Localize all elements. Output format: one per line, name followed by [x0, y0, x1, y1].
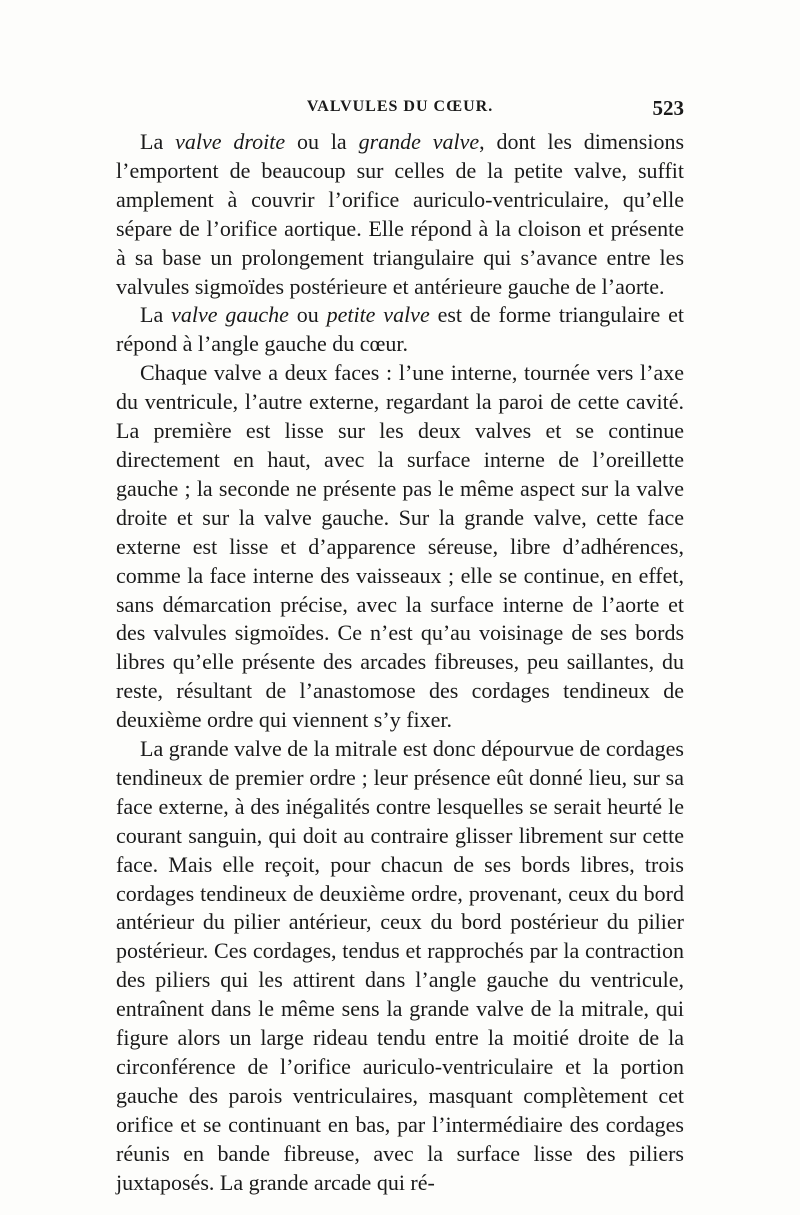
text-segment: ou	[288, 302, 327, 328]
text-segment: La grande valve de la mitrale est donc dépourvue de cordages tendineux de premier ordre ; leur présence eût donné lieu, sur sa face externe, à des inégalités contre lesquelles se serait heurté le courant sanguin, qui doit au contraire glisser librement sur cette face. Mais elle reçoit, pour chacun de ses bords libres, trois cordages tendineux de deuxième ordre, provenant, ceux du bord antérieur du pilier antérieur, ceux du bord postérieur du pilier postérieur. Ces cordages, tendus et rapprochés par la contraction des piliers qui les attirent dans l’angle gauche du ventricule, entraînent dans le même sens la grande valve de la mitrale, qui figure alors un large rideau tendu entre la moitié droite de la circonférence de l’orifice auriculo-ventriculaire et la portion gauche des parois ventriculaires, masquant complètement cet orifice et se continuant en bas, par l’intermédiaire des cordages réunis en bande fibreuse, avec la surface lisse des piliers juxtaposés. La grande arcade qui ré-	[116, 736, 684, 1195]
text-segment: La	[140, 302, 172, 328]
paragraph	[116, 301, 684, 359]
text-segment: ou la	[285, 129, 359, 154]
running-head	[116, 96, 684, 122]
text-segment: , dont les dimensions l’emportent de beaucoup sur celles de la petite valve, suffit amplement à couvrir l’orifice auriculo-ventriculaire, qu’elle sépare de l’orifice aortique. Elle répond à la cloison et présente à sa base un prolongement triangulaire qui s’avance entre les valvules sigmoïdes postérieure et antérieure gauche de l’aorte.	[116, 129, 685, 299]
running-title: VALVULES DU CŒUR.	[306, 98, 494, 115]
italic-term: petite valve	[326, 302, 430, 328]
paragraph	[116, 359, 684, 735]
paragraph	[116, 128, 684, 301]
text-segment: La	[140, 129, 176, 154]
body-text	[116, 128, 684, 1198]
italic-term: valve gauche	[171, 302, 289, 328]
page-number: 523	[652, 96, 684, 120]
text-segment: Chaque valve a deux faces : l’une interne, tournée vers l’axe du ventricule, l’autre externe, regardant la paroi de cette cavité. La première est lisse sur les deux valves et se continue directement en haut, avec la surface interne de l’oreillette gauche ; la seconde ne présente pas le même aspect sur la valve droite et sur la valve gauche. Sur la grande valve, cette face externe est lisse et d’apparence séreuse, libre d’adhérences, comme la face interne des vaisseaux ; elle se continue, en effet, sans démarcation précise, avec la surface interne de l’aorte et des valvules sigmoïdes. Ce n’est qu’au voisinage de ses bords libres qu’elle présente des arcades fibreuses, peu saillantes, du reste, résultant de l’anastomose des cordages tendineux de deuxième ordre qui viennent s’y fixer.	[116, 360, 684, 733]
text-segment: est de forme triangulaire et répond à l’angle gauche du cœur.	[116, 302, 685, 357]
paragraph	[116, 735, 684, 1198]
italic-term: valve droite	[175, 129, 286, 154]
italic-term: grande valve	[358, 129, 480, 154]
